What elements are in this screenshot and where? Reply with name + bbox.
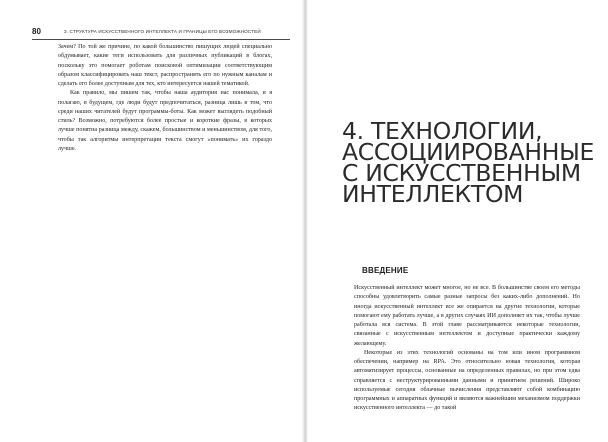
- chapter-title-line: АССОЦИИРОВАННЫЕ: [342, 138, 595, 166]
- paragraph: Искусственный интеллект может многое, но не все. В большинстве своем его методы способны удовлетворить самые разные запросы без каких-либо дополнений. Но иногда искусственный интеллект все же опирается на другие технологии, которые помогают ему работать лучше, а в других случаях ИИ дополняет их так, чтобы лучше работала вся система. В этой главе рассматриваются некоторые технологии, связанные с искусственным интеллектом и доступные практически каждому желающему.: [354, 285, 580, 347]
- chapter-title-line: ИНТЕЛЛЕКТОМ: [342, 180, 524, 208]
- paragraph: Зачем? По той же причине, по какой большинство пишущих людей специально обдумывает, какие теги использовать для различных публикаций в блогах, поскольку это помогает роботам поисковой оптимизации соответствующим образом классифицировать наш текст, распространять его по нужным каналам и сделать его более доступным для тех, кто интересуется нашей тематикой.: [58, 44, 272, 87]
- header-rule: [32, 39, 290, 40]
- left-body-text: [58, 43, 272, 154]
- page-number: 80: [32, 27, 41, 36]
- paragraph: Как правило, мы пишем так, чтобы наша аудитория нас понимала, и я полагаю, в будущем, где люди будут предпочитаться, разница лишь в том, что среди наших читателей будут программы-боты. Как может выглядеть подобный стиль? Возможно, потребуются более простые и короткие фразы, в которых лучше понятна разница между, скажем, большинством и меньшинством, для того, чтобы так алгоритмы интерпретации текста смогут «понимать» их гораздо лучше.: [58, 90, 272, 152]
- chapter-title-line: С ИСКУССТВЕННЫМ: [342, 159, 581, 187]
- left-page: [0, 0, 302, 442]
- chapter-title-line: 4. ТЕХНОЛОГИИ,: [342, 117, 543, 145]
- chapter-title: [342, 117, 595, 208]
- right-page: [308, 0, 608, 442]
- paragraph: Некоторые из этих технологий основаны на том или ином программном обеспечении, например на RPA. Это относительно новая технология, которая автоматизирует процессы, основанные на определенных правилах, но при этом едва справляется с неструктурированными данными и принятием решений. Широко используемые сегодня облачные вычисления представляют собой комбинацию программных и аппаратных функций и являются важнейшим механизмом поддержки искусственного интеллекта — до такой: [354, 349, 580, 412]
- chapter-running-title: 3. СТРУКТУРА ИСКУССТВЕННОГО ИНТЕЛЛЕКТА И ГРАНИЦЫ ЕГО ВОЗМОЖНОСТЕЙ: [64, 29, 261, 34]
- running-header: [32, 27, 290, 41]
- section-heading: ВВЕДЕНИЕ: [362, 266, 409, 275]
- right-body-text: [354, 284, 580, 414]
